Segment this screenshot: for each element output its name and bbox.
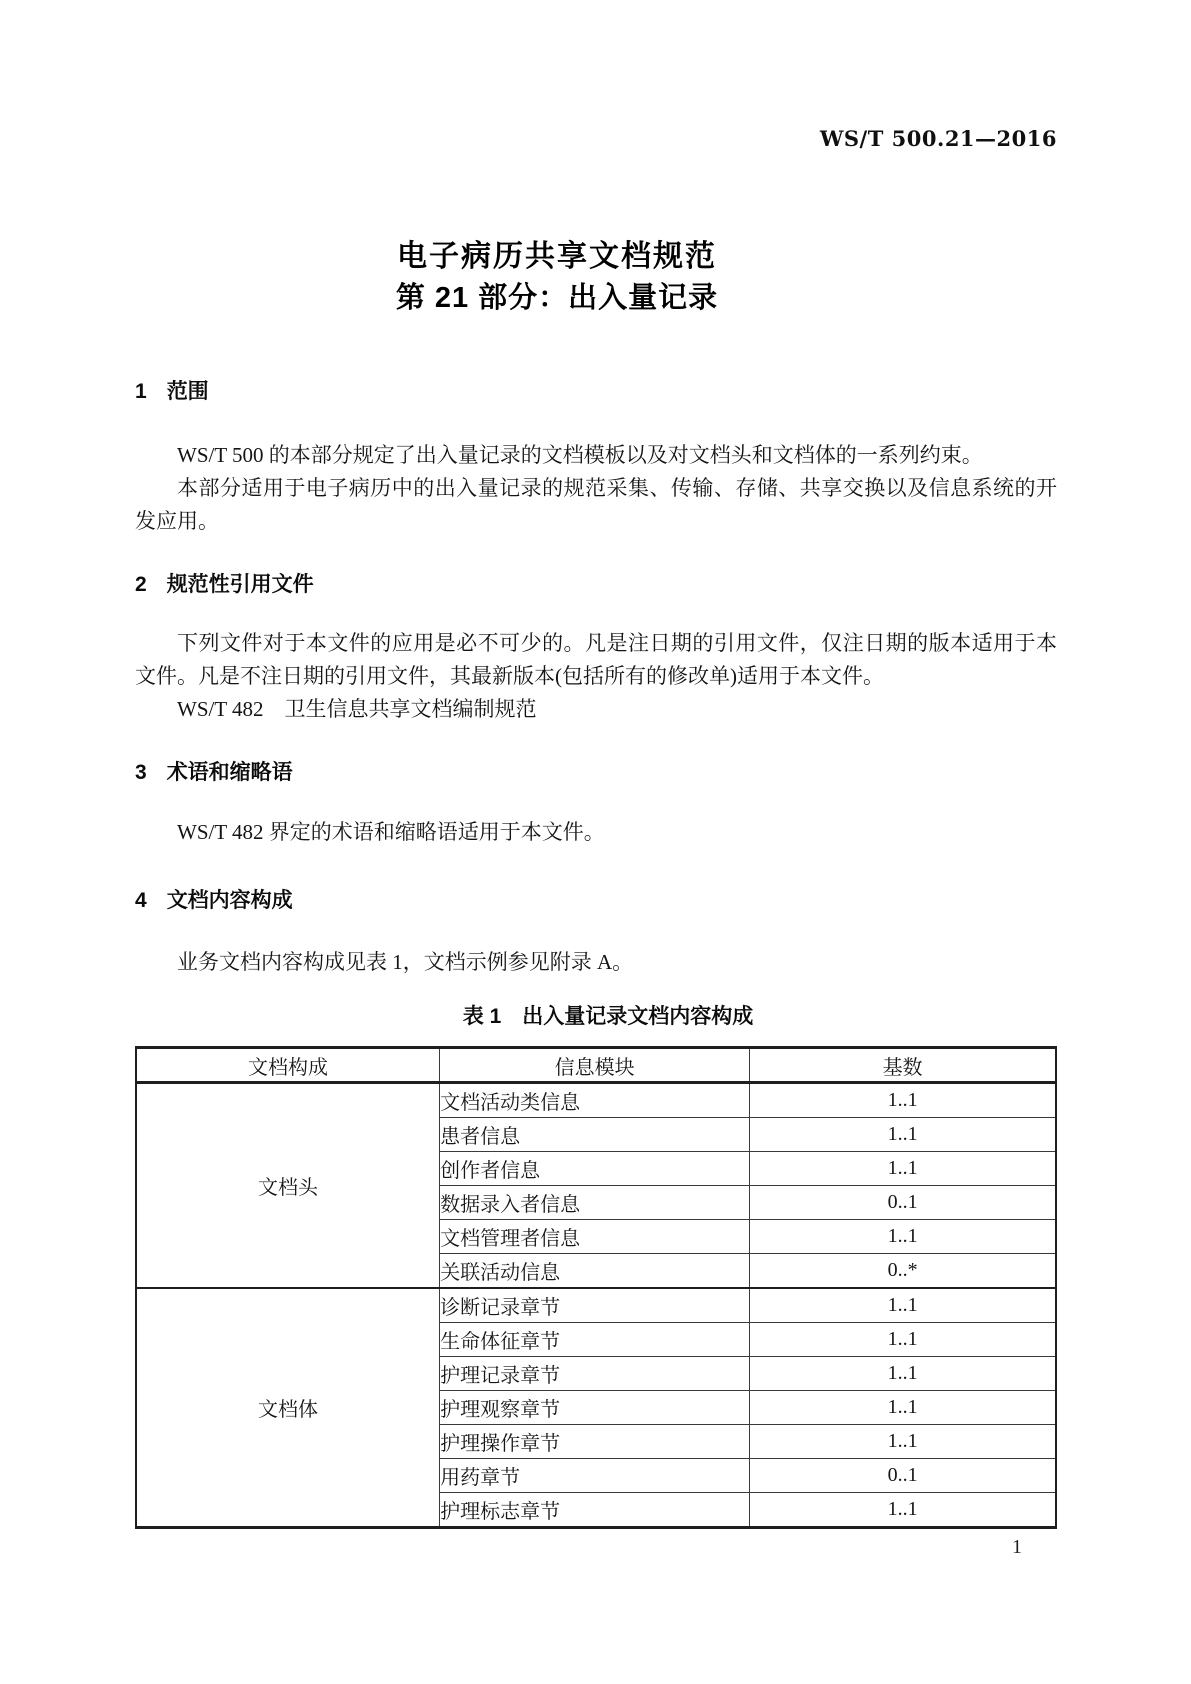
cardinality-cell: 0..* (750, 1254, 1056, 1289)
page-number: 1 (1012, 1536, 1022, 1558)
section-1-paragraph-2: 本部分适用于电子病历中的出入量记录的规范采集、传输、存储、共享交换以及信息系统的开发应用。 (135, 476, 1057, 533)
module-cell: 文档活动类信息 (440, 1083, 750, 1118)
module-cell: 生命体征章节 (440, 1323, 750, 1357)
document-title-line1: 电子病历共享文档规范 (397, 240, 717, 273)
table-header-doc-part: 文档构成 (136, 1048, 440, 1083)
section-3-heading (135, 762, 293, 783)
cardinality-cell: 0..1 (750, 1186, 1056, 1220)
module-cell: 护理标志章节 (440, 1493, 750, 1528)
section-2-title: 规范性引用文件 (166, 573, 314, 596)
cardinality-cell: 1..1 (750, 1152, 1056, 1186)
section-1-body (135, 439, 1057, 538)
cardinality-cell: 1..1 (750, 1493, 1056, 1528)
section-1-number: 1 (135, 380, 147, 403)
table-header-row (136, 1048, 1056, 1083)
section-3-paragraph-1: WS/T 482 界定的术语和缩略语适用于本文件。 (177, 820, 605, 844)
table-header-info-module: 信息模块 (440, 1048, 750, 1083)
cardinality-cell: 0..1 (750, 1459, 1056, 1493)
section-3-body (135, 816, 1057, 849)
section-1-paragraph-1: WS/T 500 的本部分规定了出入量记录的文档模板以及对文档头和文档体的一系列约束。 (177, 443, 983, 467)
table-caption: 表 1 出入量记录文档内容构成 (462, 1005, 754, 1028)
table-header-cardinality: 基数 (750, 1048, 1056, 1083)
section-2-number: 2 (135, 573, 147, 596)
table-row (136, 1083, 1056, 1118)
section-2-body (135, 627, 1057, 726)
table-row (136, 1288, 1056, 1323)
section-1-heading (135, 381, 209, 402)
module-cell: 用药章节 (440, 1459, 750, 1493)
module-cell: 护理操作章节 (440, 1425, 750, 1459)
cardinality-cell: 1..1 (750, 1118, 1056, 1152)
content-table-container (135, 1046, 1057, 1529)
section-4-paragraph-1: 业务文档内容构成见表 1，文档示例参见附录 A。 (177, 950, 634, 974)
module-cell: 护理观察章节 (440, 1391, 750, 1425)
module-cell: 患者信息 (440, 1118, 750, 1152)
module-cell: 数据录入者信息 (440, 1186, 750, 1220)
section-2-paragraph-1: 下列文件对于本文件的应用是必不可少的。凡是注日期的引用文件，仅注日期的版本适用于本文件。凡是不注日期的引用文件，其最新版本(包括所有的修改单)适用于本文件。 (135, 631, 1057, 688)
cardinality-cell: 1..1 (750, 1425, 1056, 1459)
cardinality-cell: 1..1 (750, 1323, 1056, 1357)
document-title-line2: 第 21 部分：出入量记录 (395, 282, 719, 314)
cardinality-cell: 1..1 (750, 1220, 1056, 1254)
section-2-heading (135, 574, 314, 595)
cardinality-cell: 1..1 (750, 1083, 1056, 1118)
section-2-reference-line: WS/T 482 卫生信息共享文档编制规范 (177, 697, 537, 721)
cardinality-cell: 1..1 (750, 1288, 1056, 1323)
section-3-number: 3 (135, 761, 147, 784)
doc-code: WS/T 500.21—2016 (819, 126, 1057, 151)
module-cell: 创作者信息 (440, 1152, 750, 1186)
module-cell: 关联活动信息 (440, 1254, 750, 1289)
module-cell: 护理记录章节 (440, 1357, 750, 1391)
group-cell-doc-body: 文档体 (136, 1288, 440, 1528)
section-4-heading (135, 890, 293, 911)
content-table (135, 1046, 1057, 1529)
module-cell: 诊断记录章节 (440, 1288, 750, 1323)
cardinality-cell: 1..1 (750, 1391, 1056, 1425)
section-1-title: 范围 (166, 380, 209, 403)
section-4-title: 文档内容构成 (166, 889, 293, 912)
section-4-number: 4 (135, 889, 147, 912)
section-4-body (135, 946, 1057, 979)
module-cell: 文档管理者信息 (440, 1220, 750, 1254)
cardinality-cell: 1..1 (750, 1357, 1056, 1391)
group-cell-doc-header: 文档头 (136, 1083, 440, 1289)
section-3-title: 术语和缩略语 (166, 761, 293, 784)
